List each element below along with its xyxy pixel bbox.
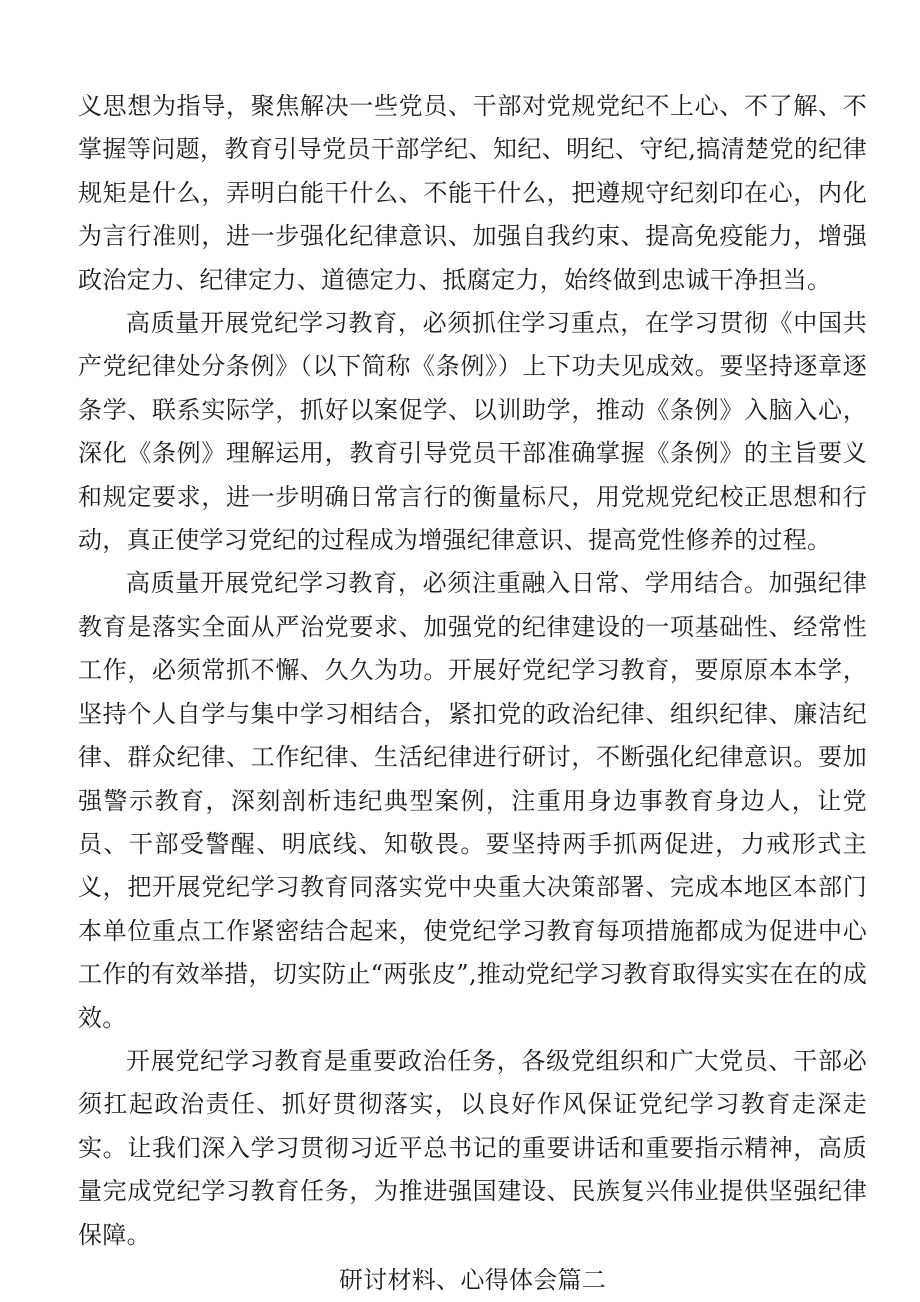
paragraph-daily-integration: 高质量开展党纪学习教育，必须注重融入日常、学用结合。加强纪律教育是落实全面从严治党要求、加强党的纪律建设的一项基础性、经常性工作，必须常抓不懈、久久为功。开展好党纪学习教育，要原原本本学，坚持个人自学与集中学习相结合，紧扣党的政治纪律、组织纪律、廉洁纪律、群众纪律、工作纪律、生活纪律进行研讨，不断强化纪律意识。要加强警示教育，深刻剖析违纪典型案例，注重用身边事教育身边人，让党员、干部受警醒、明底线、知敬畏。要坚持两手抓两促进，力戒形式主义，把开展党纪学习教育同落实党中央重大决策部署、完成本地区本部门本单位重点工作紧密结合起来，使党纪学习教育每项措施都成为促进中心工作的有效举措，切实防止“两张皮”,推动党纪学习教育取得实实在在的成效。	[78, 569, 867, 1032]
paragraph-study-focus: 高质量开展党纪学习教育，必须抓住学习重点，在学习贯彻《中国共产党纪律处分条例》（以下简称《条例》）上下功夫见成效。要坚持逐章逐条学、联系实际学，抓好以案促学、以训助学，推动《条例》入脑入心，深化《条例》理解运用，教育引导党员干部准确掌握《条例》的主旨要义和规定要求，进一步明确日常言行的衡量标尺，用党规党纪校正思想和行动，真正使学习党纪的过程成为增强纪律意识、提高党性修养的过程。	[78, 309, 867, 555]
section-heading: 研讨材料、心得体会篇二	[338, 1265, 607, 1294]
paragraph-political-task: 开展党纪学习教育是重要政治任务，各级党组织和广大党员、干部必须扛起政治责任、抓好贯彻落实，以良好作风保证党纪学习教育走深走实。让我们深入学习贯彻习近平总书记的重要讲话和重要指示精神，高质量完成党纪学习教育任务，为推进强国建设、民族复兴伟业提供坚强纪律保障。	[78, 1046, 867, 1249]
paragraph-continuation: 义思想为指导，聚焦解决一些党员、干部对党规党纪不上心、不了解、不掌握等问题，教育引导党员干部学纪、知纪、明纪、守纪,搞清楚党的纪律规矩是什么，弄明白能干什么、不能干什么，把遵规守纪刻印在心，内化为言行准则，进一步强化纪律意识、加强自我约束、提高免疫能力，增强政治定力、纪律定力、道德定力、抵腐定力，始终做到忠诚干净担当。	[78, 92, 867, 294]
